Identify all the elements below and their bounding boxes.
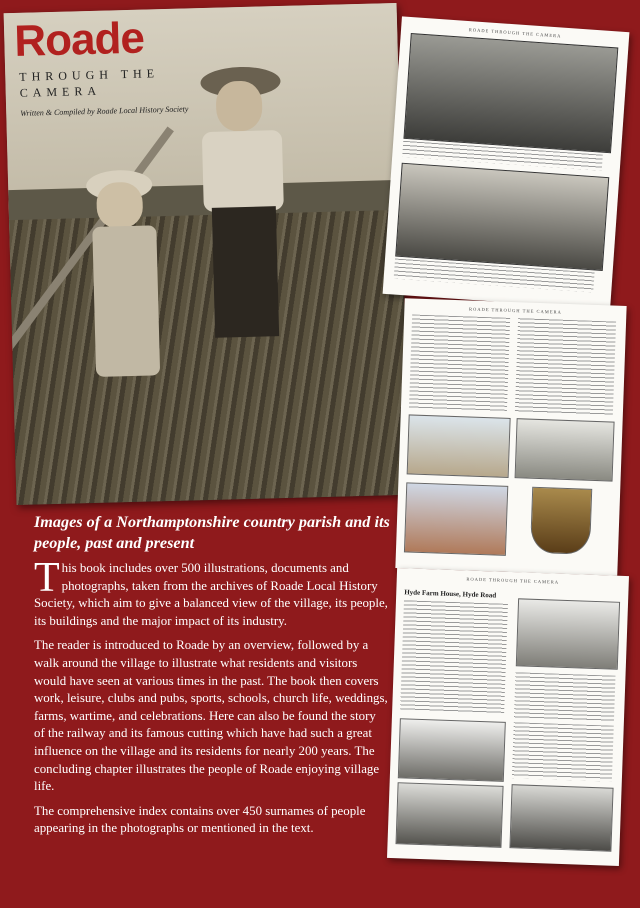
text-column (512, 722, 614, 781)
farmhouse-photo-2 (395, 782, 503, 848)
text-column (400, 600, 508, 714)
girl-figure (86, 169, 171, 381)
text-column (515, 318, 616, 415)
cover-title: Roade (13, 13, 145, 66)
blurb-paragraph-2: The reader is introduced to Roade by an overview, followed by a walk around the village to illustrate what residents and visitors would have seen at various times in the past. The book then covers work, leisure, clubs and pubs, sports, schools, church life, weddings, farms, wartime, and celebrations. Here can also be found the story of the railway and its famous cutting which have had such a great influence on the village and its residents for nearly 200 years. The concluding chapter illustrates the people of Roade enjoying village life. (34, 638, 388, 794)
page-header: ROADE THROUGH THE CAMERA (466, 576, 560, 585)
blurb-heading: Images of a Northamptonshire country parish and its people, past and present (34, 513, 390, 552)
blurb-paragraph-3: The comprehensive index contains over 450 surnames of people appearing in the photographs or mentioned in the text. (34, 803, 366, 836)
blurb-paragraph-1 (34, 555, 389, 630)
farmhouse-photo-3 (509, 784, 613, 852)
church-plaque (530, 487, 592, 555)
cover-subtitle: THROUGH THE CAMERA (19, 66, 160, 100)
farmhouse-photo-1 (398, 718, 506, 782)
text-column (409, 314, 510, 411)
page-header: ROADE THROUGH THE CAMERA (468, 306, 562, 315)
farmhouse-sketch (516, 598, 620, 670)
page-section-title: Hyde Farm House, Hyde Road (404, 588, 497, 600)
cover-credit: Written & Compiled by Roade Local History Society (20, 104, 189, 118)
sample-page-hyde-farm (387, 568, 629, 866)
page-header: ROADE THROUGH THE CAMERA (468, 27, 562, 39)
text-column (514, 672, 616, 721)
blurb-body (34, 555, 389, 845)
church-sketch (407, 414, 511, 478)
team-photo-2 (395, 163, 609, 271)
sample-page-church (395, 298, 626, 576)
team-photo-1 (403, 33, 618, 153)
drop-cap: T (34, 555, 60, 601)
book-cover (4, 3, 410, 505)
church-photo (515, 418, 615, 481)
church-painting (404, 482, 508, 556)
boy-figure (190, 65, 307, 338)
sample-page-football (383, 16, 630, 309)
paragraph-1-text: his book includes over 500 illustrations, documents and photographs, taken from the archives of Roade Local History Society, which aim to give a balanced view of the village, its people, its buildings and the major impact of its industry. (34, 561, 388, 628)
